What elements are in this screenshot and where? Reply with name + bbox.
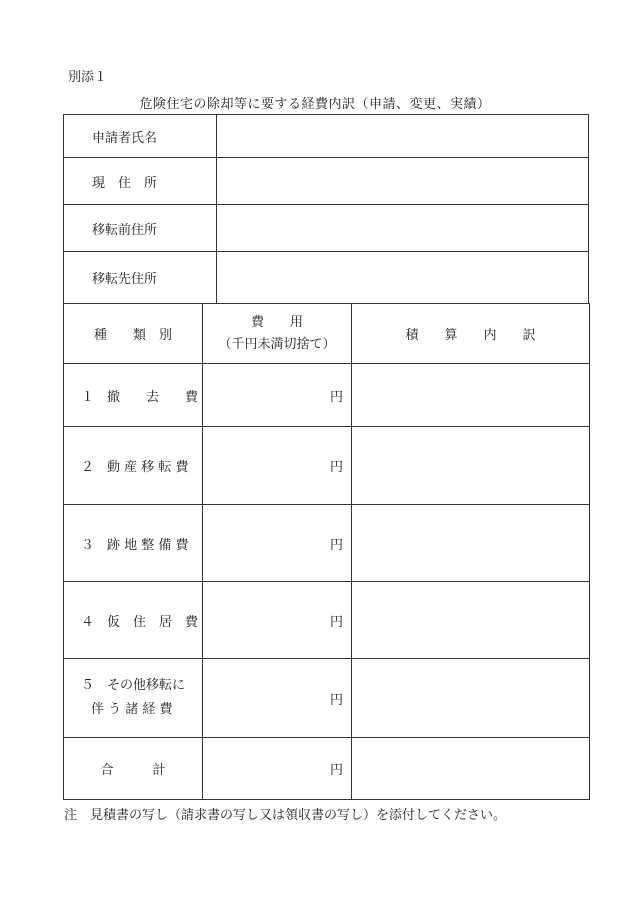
other-relocation-label-line2: 伴 う 諸 経 費: [91, 702, 173, 717]
yen-unit: 円: [329, 692, 343, 708]
movables-relocation-amount[interactable]: [203, 427, 352, 505]
other-relocation-amount[interactable]: [203, 659, 352, 738]
yen-unit: 円: [329, 460, 343, 475]
movables-relocation-breakdown[interactable]: [352, 427, 590, 505]
breakdown-header: 積 算 内 訳: [352, 304, 590, 364]
previous-address-field[interactable]: [217, 205, 589, 252]
site-maintenance-label: ３ 跡 地 整 備 費: [64, 505, 203, 582]
category-header: 種 類 別: [64, 304, 203, 364]
cost-header: [203, 304, 352, 364]
current-address-field[interactable]: [217, 158, 589, 205]
new-address-field[interactable]: [217, 252, 589, 304]
table-row: [64, 252, 589, 304]
attachment-label: 別添１: [68, 70, 108, 85]
removal-cost-label: １ 撤 去 費: [64, 364, 203, 427]
table-header-row: [64, 304, 590, 364]
table-total-row: [64, 738, 590, 800]
other-relocation-breakdown[interactable]: [352, 659, 590, 738]
cost-header-line2: （千円未満切捨て）: [218, 336, 336, 352]
removal-cost-amount[interactable]: [203, 364, 352, 427]
temporary-housing-breakdown[interactable]: [352, 582, 590, 659]
applicant-name-label: 申請者氏名: [64, 115, 217, 158]
previous-address-label: 移転前住所: [64, 205, 217, 252]
yen-unit: 円: [329, 763, 343, 778]
cost-breakdown-table: [63, 303, 590, 800]
removal-cost-breakdown[interactable]: [352, 364, 590, 427]
new-address-label: 移転先住所: [64, 252, 217, 304]
table-row: [64, 582, 590, 659]
table-row: [64, 505, 590, 582]
temporary-housing-label: ４ 仮 住 居 費: [64, 582, 203, 659]
site-maintenance-amount[interactable]: [203, 505, 352, 582]
yen-unit: 円: [329, 389, 343, 405]
other-relocation-label-line1: ５ その他移転に: [81, 678, 186, 693]
yen-unit: 円: [329, 614, 343, 630]
temporary-housing-amount[interactable]: [203, 582, 352, 659]
total-label: 合 計: [64, 738, 203, 800]
total-breakdown[interactable]: [352, 738, 590, 800]
document-title: 危険住宅の除却等に要する経費内訳（申請、変更、実績）: [139, 97, 491, 112]
applicant-name-field[interactable]: [217, 115, 589, 158]
applicant-info-table: [63, 114, 589, 304]
table-row: [64, 364, 590, 427]
movables-relocation-label: ２ 動 産 移 転 費: [64, 427, 203, 505]
table-row: [64, 659, 590, 738]
footnote: 注 見積書の写し（請求書の写し又は領収書の写し）を添付してください。: [64, 808, 507, 823]
table-row: [64, 158, 589, 205]
table-row: [64, 427, 590, 505]
cost-header-line1: 費 用: [250, 314, 303, 330]
table-row: [64, 205, 589, 252]
table-row: [64, 115, 589, 158]
yen-unit: 円: [329, 537, 343, 553]
current-address-label: 現 住 所: [64, 158, 217, 205]
total-amount[interactable]: [203, 738, 352, 800]
site-maintenance-breakdown[interactable]: [352, 505, 590, 582]
other-relocation-label: [64, 659, 203, 738]
